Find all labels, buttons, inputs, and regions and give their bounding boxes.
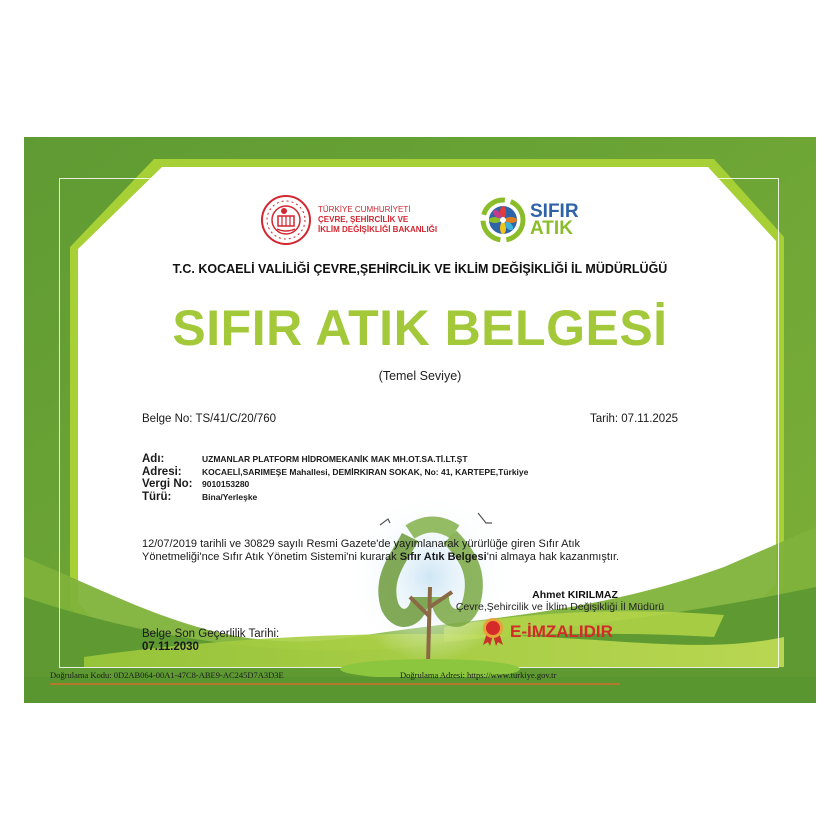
statement-certificate-name: Sıfır Atık Belgesi xyxy=(399,551,487,563)
ministry-emblem-icon xyxy=(260,194,312,246)
holder-name-row xyxy=(142,453,528,466)
holder-tax-row xyxy=(142,478,528,491)
signatory-name: Ahmet KIRILMAZ xyxy=(532,589,618,601)
issue-date: Tarih: 07.11.2025 xyxy=(589,413,678,425)
certificate-level: (Temel Seviye) xyxy=(378,369,462,383)
holder-type-label: Türü: xyxy=(142,490,172,503)
statement-line-1: 12/07/2019 tarihli ve 30829 sayılı Resmi Gazete'de yayımlanarak yürürlüğe giren Sıfır Atık xyxy=(142,538,581,550)
expiry-label: Belge Son Geçerlilik Tarihi: xyxy=(142,628,280,640)
holder-name-value: UZMANLAR PLATFORM HİDROMEKANİK MAK MH.OT.SA.Tİ.LT.ŞT xyxy=(202,454,468,464)
holder-info xyxy=(142,453,528,503)
signatory-title: Çevre,Şehircilik ve İklim Değişikliği İl Müdürü xyxy=(455,601,665,613)
holder-address-label: Adresi: xyxy=(142,465,182,478)
e-signature-label: E-İMZALIDIR xyxy=(510,622,613,641)
statement-line-2 xyxy=(142,551,722,564)
ministry-line-3: İKLİM DEĞİŞİKLİĞİ BAKANLIĞI xyxy=(318,225,438,234)
ministry-line-1: TÜRKİYE CUMHURİYETİ xyxy=(318,205,411,214)
logo-row xyxy=(24,187,816,257)
holder-type-row xyxy=(142,491,528,504)
directorate-heading: T.C. KOCAELİ VALİLİĞİ ÇEVRE,ŞEHİRCİLİK VE İKLİM DEĞİŞİKLİĞİ İL MÜDÜRLÜĞÜ xyxy=(172,262,668,276)
holder-tax-value: 9010153280 xyxy=(202,479,250,489)
verification-address: Doğrulama Adresi: https://www.turkiye.gov.tr xyxy=(400,670,557,680)
recycle-flower-icon xyxy=(480,197,526,243)
statement-line-2-pre: Yönetmeliği'nce Sıfır Atık Yönetim Sistemi'ni kurarak xyxy=(142,551,400,563)
award-ribbon-icon xyxy=(480,617,506,647)
holder-tax-label: Vergi No: xyxy=(142,478,193,490)
certification-statement xyxy=(142,538,722,564)
verification-code: Doğrulama Kodu: 0D2AB064-00A1-47C8-ABE9-AC245D7A3D3E xyxy=(50,670,284,680)
recycle-tree-illustration xyxy=(340,497,520,677)
holder-address-value: KOCAELİ,SARIMEŞE Mahallesi, DEMİRKIRAN SOKAK, No: 41, KARTEPE,Türkiye xyxy=(202,466,529,477)
expiry-block xyxy=(142,628,279,654)
ministry-name xyxy=(318,205,437,235)
holder-type-value: Bina/Yerleşke xyxy=(202,491,258,502)
sifir-atik-wordmark xyxy=(530,203,579,237)
sifir-atik-logo xyxy=(480,192,590,248)
ministry-line-2: ÇEVRE, ŞEHİRCİLİK VE xyxy=(318,215,409,224)
atik-word: ATIK xyxy=(530,218,573,239)
statement-line-2-post: 'ni almaya hak kazanmıştır. xyxy=(486,551,620,563)
expiry-date: 07.11.2030 xyxy=(142,641,199,653)
e-signature-badge xyxy=(480,617,613,647)
document-number: Belge No: TS/41/C/20/760 xyxy=(142,413,277,425)
certificate-title: SIFIR ATIK BELGESİ xyxy=(172,300,668,356)
holder-address-row xyxy=(142,466,528,479)
signatory xyxy=(420,589,700,613)
sifir-word: SIFIR xyxy=(530,201,579,222)
verification-underline xyxy=(50,683,620,685)
certificate xyxy=(24,137,816,703)
ministry-logo xyxy=(260,192,450,248)
holder-name-label: Adı: xyxy=(142,453,165,465)
